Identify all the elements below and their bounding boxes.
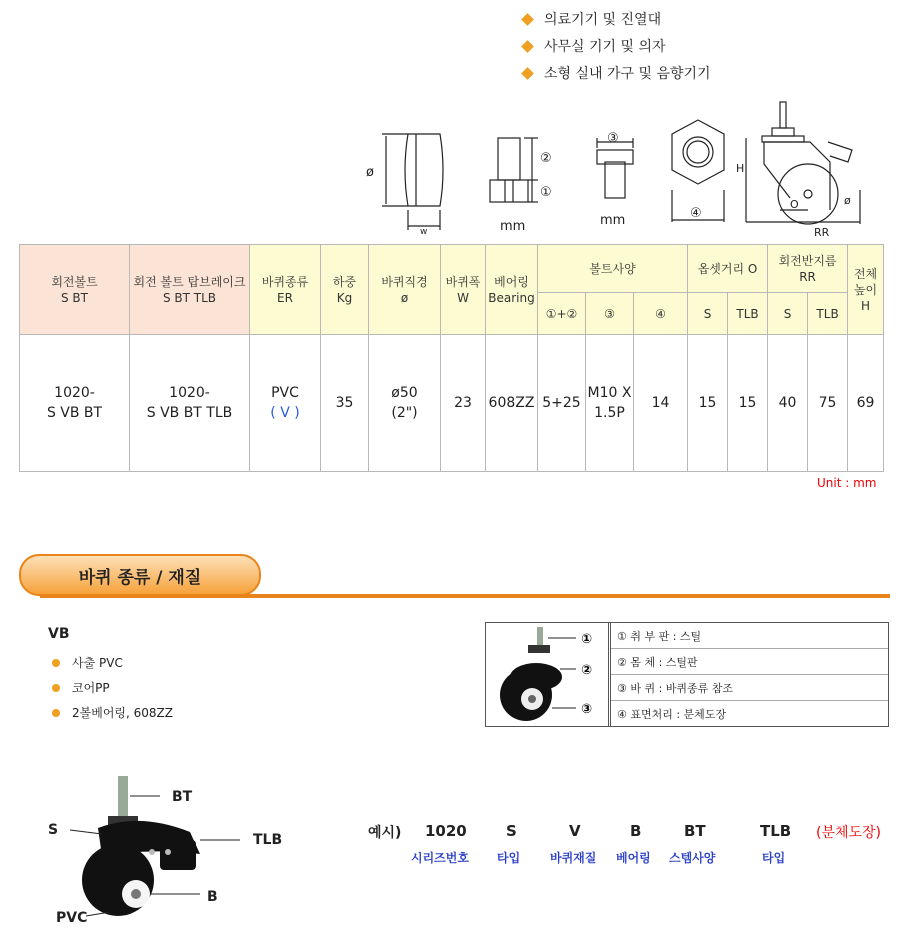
- parts-row: ② 몸 체 : 스틸판: [611, 649, 888, 675]
- sub-wheel: 바퀴재질: [550, 851, 597, 865]
- cell-bolt-12: 5+25: [538, 335, 586, 472]
- header-radius: 회전반지름 RR: [768, 245, 848, 293]
- header-wheel-width: 바퀴폭 W: [441, 245, 486, 335]
- part-callout-1: ①: [581, 632, 593, 647]
- caster-photo: [486, 623, 611, 726]
- wheel-drawing: [382, 134, 443, 230]
- label-tlb: TLB: [253, 832, 283, 848]
- code-brake: TLB: [760, 822, 792, 840]
- cell-bolt-3: M10 X 1.5P: [586, 335, 634, 472]
- cell-load: 35: [321, 335, 369, 472]
- stem-drawing: [597, 138, 633, 198]
- cell-model-tlb: 1020- S VB BT TLB: [130, 335, 250, 472]
- header-row: [20, 245, 884, 293]
- part-callout-3: ③: [581, 702, 593, 717]
- header-radius-tlb: TLB: [808, 293, 848, 335]
- label-b: B: [207, 889, 218, 905]
- header-bolt-spec: 볼트사양: [538, 245, 688, 293]
- cell-bearing: 608ZZ: [486, 335, 538, 472]
- header-load: 하중 Kg: [321, 245, 369, 335]
- header-swivel-bolt-brake: 회전 볼트 탑브레이크 S BT TLB: [130, 245, 250, 335]
- cell-wheel-type: PVC ( V ): [250, 335, 321, 472]
- nut-callout-4: ④: [690, 206, 702, 221]
- mm-label-1: mm: [500, 219, 526, 234]
- dia-label: ø: [366, 165, 374, 180]
- header-radius-s: S: [768, 293, 808, 335]
- parts-row: ③ 바 퀴 : 바퀴종류 참조: [611, 675, 888, 701]
- cell-bolt-4: 14: [634, 335, 688, 472]
- header-height: 전체 높이 H: [848, 245, 884, 335]
- bolt-callout-1: ①: [540, 185, 552, 200]
- caster-product-photo: [40, 770, 300, 930]
- example-prefix: 예시): [368, 825, 402, 841]
- parts-box: [485, 622, 889, 727]
- code-stem: BT: [684, 822, 706, 840]
- sub-series: 시리즈번호: [411, 851, 469, 865]
- code-wheel: V: [569, 822, 581, 840]
- spec-table: [19, 244, 884, 472]
- diamond-bullet-icon: [521, 40, 534, 53]
- header-bolt-4: ④: [634, 293, 688, 335]
- header-bolt-3: ③: [586, 293, 634, 335]
- label-pvc: PVC: [56, 910, 88, 926]
- header-offset-s: S: [688, 293, 728, 335]
- bolt-drawing: [490, 138, 538, 202]
- usage-item: 사무실 기기 및 의자: [523, 33, 711, 60]
- sub-bearing: 베어링: [616, 851, 651, 865]
- header-offset-tlb: TLB: [728, 293, 768, 335]
- usage-list: [523, 6, 711, 87]
- header-bearing: 베어링 Bearing: [486, 245, 538, 335]
- cell-offset-tlb: 15: [728, 335, 768, 472]
- list-item: 사출 PVC: [52, 650, 173, 675]
- bolt-callout-2: ②: [540, 151, 552, 166]
- header-bolt-12: ①+②: [538, 293, 586, 335]
- cell-width: 23: [441, 335, 486, 472]
- usage-item: 소형 실내 가구 및 음향기기: [523, 60, 711, 87]
- radius-label: RR: [814, 226, 830, 238]
- code-bearing: B: [630, 822, 642, 840]
- sub-brake-type: 타입: [762, 851, 786, 865]
- stem-callout-3: ③: [607, 131, 619, 146]
- vb-title: VB: [48, 626, 70, 642]
- header-offset: 옵셋거리 O: [688, 245, 768, 293]
- diamond-bullet-icon: [521, 67, 534, 80]
- height-label: H: [736, 162, 745, 175]
- part-callout-2: ②: [581, 663, 593, 678]
- section-tab: [19, 554, 261, 596]
- dimension-drawings: [360, 98, 880, 238]
- table-row: [20, 335, 884, 472]
- sub-type: 타입: [497, 851, 521, 865]
- section-divider: [40, 594, 890, 598]
- header-wheel-type: 바퀴종류 ER: [250, 245, 321, 335]
- parts-row: ④ 표면처리 : 분체도장: [617, 707, 727, 721]
- header-wheel-dia: 바퀴직경 ø: [369, 245, 441, 335]
- cell-height: 69: [848, 335, 884, 472]
- code-type: S: [506, 822, 517, 840]
- label-s: S: [48, 822, 59, 838]
- dot-bullet-icon: [52, 659, 60, 667]
- section-title: 바퀴 종류 / 재질: [78, 567, 202, 588]
- code-series: 1020: [425, 822, 467, 840]
- parts-row: ① 취 부 판 : 스틸: [611, 623, 888, 649]
- cell-offset-s: 15: [688, 335, 728, 472]
- list-item: 2볼베어링, 608ZZ: [52, 700, 173, 725]
- dot-bullet-icon: [52, 709, 60, 717]
- cell-radius-s: 40: [768, 335, 808, 472]
- mm-label-2: mm: [600, 213, 626, 228]
- width-label: w: [420, 227, 428, 237]
- sub-stem: 스템사양: [669, 851, 716, 865]
- caster-photo-icon: [486, 623, 608, 726]
- offset-label: O: [790, 198, 799, 211]
- cell-model-s: 1020- S VB BT: [20, 335, 130, 472]
- diamond-bullet-icon: [521, 13, 534, 26]
- example-note: (분체도장): [816, 825, 882, 841]
- cell-radius-tlb: 75: [808, 335, 848, 472]
- dia-label-2: ø: [844, 194, 851, 207]
- list-item: 코어PP: [52, 675, 173, 700]
- caster-drawing: [746, 102, 860, 224]
- unit-label: Unit : mm: [817, 476, 877, 490]
- vb-feature-list: [52, 650, 173, 725]
- dot-bullet-icon: [52, 684, 60, 692]
- header-swivel-bolt: 회전볼트 S BT: [20, 245, 130, 335]
- parts-list: [611, 623, 888, 726]
- label-bt: BT: [172, 789, 193, 805]
- cell-dia: ø50 (2"): [369, 335, 441, 472]
- usage-item: 의료기기 및 진열대: [523, 6, 711, 33]
